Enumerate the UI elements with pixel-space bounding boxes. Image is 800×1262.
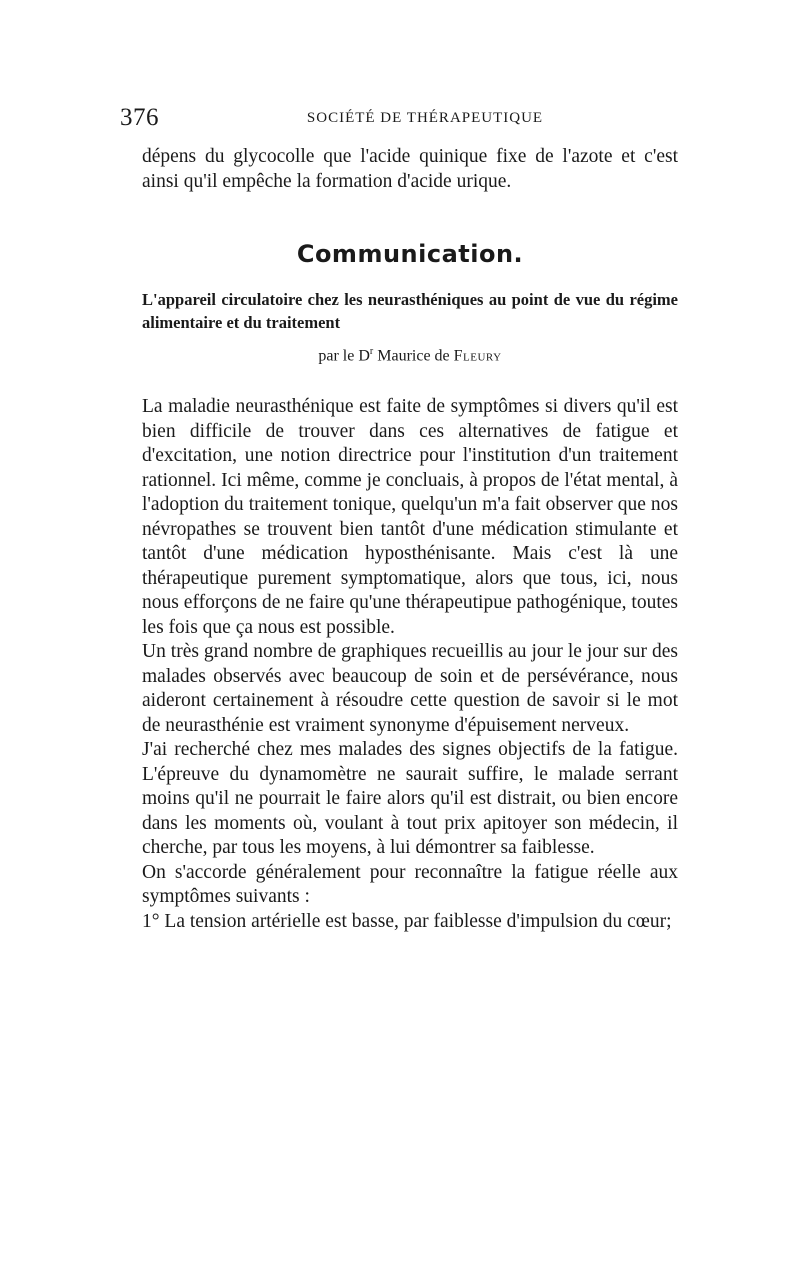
byline: [142, 346, 678, 365]
byline-first-name: Maurice de: [377, 347, 450, 365]
page-number: 376: [120, 104, 159, 131]
paragraph: Un très grand nombre de graphiques recueillis au jour le jour sur des malades observés avec beaucoup de soin et de persévérance, nous aideront certainement à résoudre cette question de savoir si le mot de neurasthénie est vraiment synonyme d'épuisement nerveux.: [142, 641, 678, 736]
paragraph: 1° La tension artérielle est basse, par faiblesse d'impulsion du cœur;: [142, 910, 672, 932]
byline-surname: Fleury: [453, 347, 502, 365]
journal-title: SOCIÉTÉ DE THÉRAPEUTIQUE: [306, 110, 544, 126]
paragraph: On s'accorde généralement pour reconnaître la fatigue réelle aux symptômes suivants :: [142, 861, 678, 907]
lead-paragraph: dépens du glycocolle que l'acide quinique fixe de l'azote et c'est ainsi qu'il empêche la formation d'acide urique.: [142, 146, 678, 192]
paragraph: La maladie neurasthénique est faite de symptômes si divers qu'il est bien difficile de trouver dans ces alternatives de fatigue et d'excitation, une notion directrice pour l'institution d'un traitement rationnel. Ici même, comme je concluais, à propos de l'état mental, à l'adoption du traitement tonique, quelqu'un m'a fait observer que nos névropathes se trouvent bien tantôt d'une médication stimulante et tantôt d'une médication hyposthénisante. Mais c'est là une thérapeutique purement symptomatique, alors que tous, ici, nous nous efforçons de ne faire qu'une thérapeutipue pathogénique, toutes les fois que ça nous est possible.: [142, 396, 678, 638]
paragraph: J'ai recherché chez mes malades des signes objectifs de la fatigue. L'épreuve du dynamomètre ne saurait suffire, le malade serrant moins qu'il ne pourrait le faire alors qu'il est distrait, ou bien encore dans les moments où, voulant à tout prix apitoyer son médecin, il cherche, par tous les moyens, à lui démontrer sa faiblesse.: [142, 739, 678, 858]
section-title: Communication.: [296, 240, 524, 268]
article-body: [142, 395, 678, 934]
byline-sup: r: [369, 346, 374, 357]
byline-prefix: par le D: [318, 347, 370, 365]
article-title: L'appareil circulatoire chez les neurasthéniques au point de vue du régime alimentaire et du traitement: [142, 290, 678, 332]
running-head: [120, 104, 680, 134]
lead-paragraph-block: [142, 145, 678, 194]
